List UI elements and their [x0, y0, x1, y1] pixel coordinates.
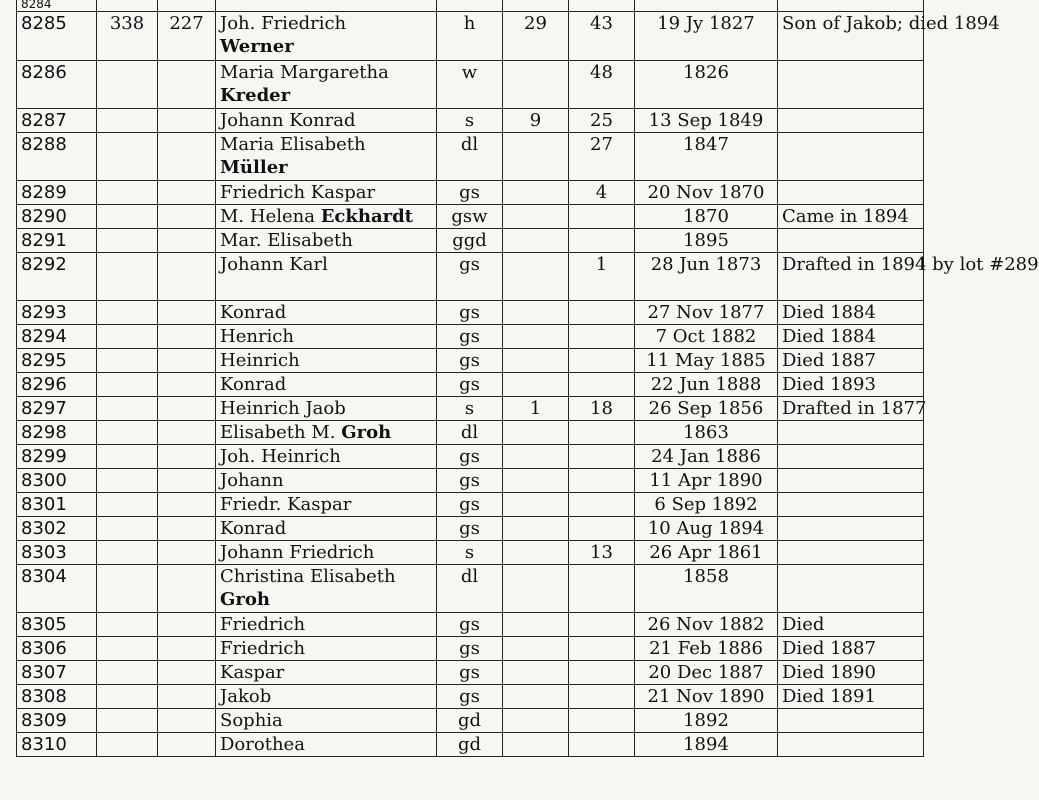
family-number [158, 421, 216, 445]
person-name [216, 325, 437, 349]
age-first [503, 613, 569, 637]
table-row [17, 301, 924, 325]
note [778, 709, 924, 733]
birth-date: 27 Nov 1877 [635, 301, 778, 325]
birth-date: 26 Sep 1856 [635, 397, 778, 421]
birth-date: 7 Oct 1882 [635, 325, 778, 349]
house-number [97, 637, 158, 661]
age-first [503, 133, 569, 181]
note [778, 733, 924, 757]
person-name [216, 61, 437, 109]
person-name [216, 709, 437, 733]
relation: s [437, 541, 503, 565]
given-name: Mar. Elisabeth [220, 230, 353, 251]
family-number [158, 565, 216, 613]
age-second [569, 637, 635, 661]
given-name: Friedrich Kaspar [220, 182, 376, 203]
person-name [216, 517, 437, 541]
age-first [503, 253, 569, 301]
row-id: 8304 [17, 565, 97, 613]
age-second [569, 421, 635, 445]
birth-date: 19 Jy 1827 [635, 12, 778, 61]
given-name: Johann Friedrich [220, 542, 375, 563]
house-number [97, 733, 158, 757]
row-id: 8295 [17, 349, 97, 373]
person-name [216, 565, 437, 613]
person-name [216, 469, 437, 493]
row-id: 8296 [17, 373, 97, 397]
birth-date: 1847 [635, 133, 778, 181]
family-number [158, 133, 216, 181]
table-row [17, 349, 924, 373]
row-id: 8300 [17, 469, 97, 493]
age-second: 4 [569, 181, 635, 205]
house-number: 338 [97, 12, 158, 61]
age-second: 13 [569, 541, 635, 565]
surname: Kreder [220, 85, 291, 106]
given-name: Dorothea [220, 734, 305, 755]
person-name [216, 397, 437, 421]
age-second [569, 205, 635, 229]
person-name [216, 733, 437, 757]
person-name [216, 205, 437, 229]
birth-date: 20 Dec 1887 [635, 661, 778, 685]
note [778, 133, 924, 181]
table-row [17, 61, 924, 109]
birth-date: 1870 [635, 205, 778, 229]
age-first [503, 349, 569, 373]
note [778, 181, 924, 205]
table-row [17, 685, 924, 709]
age-second: 43 [569, 12, 635, 61]
house-number [97, 325, 158, 349]
given-name: Christina Elisabeth [220, 566, 396, 587]
age-second [569, 349, 635, 373]
relation: gs [437, 253, 503, 301]
birth-date: 21 Nov 1890 [635, 685, 778, 709]
family-number [158, 397, 216, 421]
age-second [569, 709, 635, 733]
relation: h [437, 12, 503, 61]
note: Died 1891 [778, 685, 924, 709]
given-name: Henrich [220, 326, 294, 347]
census-table [16, 0, 1039, 757]
relation: dl [437, 133, 503, 181]
birth-date: 1863 [635, 421, 778, 445]
family-number [158, 205, 216, 229]
census-rows [17, 0, 1039, 757]
relation: dl [437, 565, 503, 613]
row-id: 8310 [17, 733, 97, 757]
age-second [569, 733, 635, 757]
age-first [503, 541, 569, 565]
family-number: 227 [158, 12, 216, 61]
table-row [17, 445, 924, 469]
age-first [503, 517, 569, 541]
given-name: Friedrich [220, 638, 306, 659]
age-second [569, 613, 635, 637]
age-first [503, 685, 569, 709]
note: Son of Jakob; died 1894 [778, 12, 924, 61]
age-second [569, 325, 635, 349]
note: Drafted in 1877 [778, 397, 924, 421]
row-id: 8286 [17, 61, 97, 109]
given-name: Jakob [220, 686, 272, 707]
age-first [503, 181, 569, 205]
house-number [97, 301, 158, 325]
note: Died [778, 613, 924, 637]
family-number [158, 541, 216, 565]
relation: w [437, 61, 503, 109]
birth-date: 11 Apr 1890 [635, 469, 778, 493]
house-number [97, 493, 158, 517]
note [778, 229, 924, 253]
note: Came in 1894 [778, 205, 924, 229]
birth-date: 1895 [635, 229, 778, 253]
house-number [97, 421, 158, 445]
age-second [569, 565, 635, 613]
table-row [17, 205, 924, 229]
age-first [503, 493, 569, 517]
given-name: Heinrich Jaob [220, 398, 346, 419]
table-row [17, 421, 924, 445]
age-first [503, 469, 569, 493]
person-name [216, 661, 437, 685]
given-name: Sophia [220, 710, 283, 731]
row-id: 8294 [17, 325, 97, 349]
age-second [569, 517, 635, 541]
table-row [17, 12, 924, 61]
age-second: 48 [569, 61, 635, 109]
age-first: 1 [503, 397, 569, 421]
family-number [158, 733, 216, 757]
house-number [97, 109, 158, 133]
family-number [158, 661, 216, 685]
house-number [97, 565, 158, 613]
row-id: 8285 [17, 12, 97, 61]
row-id: 8284 [17, 0, 97, 12]
house-number [97, 709, 158, 733]
age-second: 27 [569, 133, 635, 181]
surname: Müller [220, 157, 288, 178]
table-row [17, 253, 924, 301]
relation: gs [437, 469, 503, 493]
age-second [569, 373, 635, 397]
row-id: 8287 [17, 109, 97, 133]
house-number [97, 181, 158, 205]
relation: s [437, 109, 503, 133]
family-number [158, 181, 216, 205]
house-number [97, 613, 158, 637]
relation: gs [437, 613, 503, 637]
note: Drafted in 1894 by lot #289 [778, 253, 924, 301]
surname: Werner [220, 36, 294, 57]
birth-date: 21 Feb 1886 [635, 637, 778, 661]
row-id: 8290 [17, 205, 97, 229]
given-name: Johann Karl [220, 254, 328, 275]
note [778, 61, 924, 109]
note [778, 421, 924, 445]
family-number [158, 229, 216, 253]
note [778, 541, 924, 565]
house-number [97, 541, 158, 565]
relation: gsw [437, 205, 503, 229]
table-row [17, 229, 924, 253]
table-row [17, 613, 924, 637]
house-number [97, 205, 158, 229]
given-name: Heinrich [220, 350, 300, 371]
house-number [97, 517, 158, 541]
row-id: 8291 [17, 229, 97, 253]
family-number [158, 373, 216, 397]
row-id: 8293 [17, 301, 97, 325]
age-first [503, 301, 569, 325]
age-second: 25 [569, 109, 635, 133]
row-id: 8288 [17, 133, 97, 181]
birth-date: 6 Sep 1892 [635, 493, 778, 517]
relation: dl [437, 421, 503, 445]
relation: gs [437, 685, 503, 709]
age-second: 1 [569, 253, 635, 301]
family-number [158, 301, 216, 325]
given-name: Friedrich [220, 614, 306, 635]
birth-date: 22 Jun 1888 [635, 373, 778, 397]
relation: gs [437, 325, 503, 349]
note [778, 565, 924, 613]
table-row [17, 373, 924, 397]
age-first [503, 733, 569, 757]
family-number [158, 445, 216, 469]
age-first: 9 [503, 109, 569, 133]
person-name [216, 301, 437, 325]
age-first [503, 565, 569, 613]
row-id: 8305 [17, 613, 97, 637]
age-first [503, 637, 569, 661]
note: Died 1890 [778, 661, 924, 685]
row-id: 8292 [17, 253, 97, 301]
relation: gs [437, 301, 503, 325]
age-first: 29 [503, 12, 569, 61]
relation: gs [437, 445, 503, 469]
table-row [17, 133, 924, 181]
person-name [216, 373, 437, 397]
row-id: 8307 [17, 661, 97, 685]
birth-date: 20 Nov 1870 [635, 181, 778, 205]
note: Died 1884 [778, 301, 924, 325]
family-number [158, 493, 216, 517]
age-first [503, 709, 569, 733]
table-row [17, 325, 924, 349]
birth-date: 13 Sep 1849 [635, 109, 778, 133]
birth-date: 28 Jun 1873 [635, 253, 778, 301]
relation: gs [437, 637, 503, 661]
note: Died 1884 [778, 325, 924, 349]
age-second [569, 661, 635, 685]
house-number [97, 445, 158, 469]
family-number [158, 637, 216, 661]
given-name: Konrad [220, 302, 287, 323]
person-name [216, 253, 437, 301]
house-number [97, 685, 158, 709]
family-number [158, 613, 216, 637]
birth-date: 24 Jan 1886 [635, 445, 778, 469]
birth-date: 1894 [635, 733, 778, 757]
family-number [158, 709, 216, 733]
age-first [503, 421, 569, 445]
relation: gd [437, 733, 503, 757]
house-number [97, 661, 158, 685]
table-row [17, 541, 924, 565]
table-row [17, 565, 924, 613]
relation: s [437, 397, 503, 421]
age-second [569, 445, 635, 469]
relation: gs [437, 349, 503, 373]
note: Died 1887 [778, 349, 924, 373]
age-second [569, 469, 635, 493]
person-name [216, 181, 437, 205]
given-name: Konrad [220, 518, 287, 539]
birth-date: 1892 [635, 709, 778, 733]
given-name: Joh. Heinrich [220, 446, 341, 467]
relation: gs [437, 517, 503, 541]
surname: Groh [341, 422, 392, 443]
person-name [216, 445, 437, 469]
given-name: M. Helena [220, 206, 315, 227]
row-id: 8308 [17, 685, 97, 709]
row-id: 8299 [17, 445, 97, 469]
age-second [569, 229, 635, 253]
given-name: Elisabeth M. [220, 422, 336, 443]
given-name: Kaspar [220, 662, 285, 683]
table-row [17, 709, 924, 733]
age-second: 18 [569, 397, 635, 421]
birth-date: 11 May 1885 [635, 349, 778, 373]
house-number [97, 469, 158, 493]
person-name [216, 349, 437, 373]
person-name [216, 109, 437, 133]
family-number [158, 517, 216, 541]
age-first [503, 61, 569, 109]
person-name [216, 493, 437, 517]
person-name [216, 541, 437, 565]
age-first [503, 445, 569, 469]
given-name: Friedr. Kaspar [220, 494, 352, 515]
person-name [216, 421, 437, 445]
age-second [569, 685, 635, 709]
person-name [216, 613, 437, 637]
age-first [503, 229, 569, 253]
table-row [17, 661, 924, 685]
birth-date: 1826 [635, 61, 778, 109]
table-row [17, 469, 924, 493]
family-number [158, 109, 216, 133]
row-id: 8306 [17, 637, 97, 661]
table-row [17, 637, 924, 661]
surname: Eckhardt [320, 206, 413, 227]
row-id: 8302 [17, 517, 97, 541]
house-number [97, 253, 158, 301]
relation: gd [437, 709, 503, 733]
row-id: 8297 [17, 397, 97, 421]
house-number [97, 373, 158, 397]
given-name: Joh. Friedrich [220, 13, 347, 34]
house-number [97, 61, 158, 109]
row-id: 8298 [17, 421, 97, 445]
person-name [216, 12, 437, 61]
birth-date: 10 Aug 1894 [635, 517, 778, 541]
relation: gs [437, 181, 503, 205]
row-id: 8301 [17, 493, 97, 517]
person-name [216, 229, 437, 253]
table-row [17, 181, 924, 205]
table-row [17, 109, 924, 133]
table-row [17, 733, 924, 757]
age-first [503, 661, 569, 685]
relation: gs [437, 493, 503, 517]
person-name [216, 685, 437, 709]
family-number [158, 325, 216, 349]
note [778, 109, 924, 133]
age-first [503, 205, 569, 229]
age-first [503, 373, 569, 397]
table-row [17, 493, 924, 517]
note: Died 1887 [778, 637, 924, 661]
person-name [216, 637, 437, 661]
given-name: Maria Elisabeth [220, 134, 366, 155]
family-number [158, 61, 216, 109]
row-id: 8309 [17, 709, 97, 733]
row-id: 8289 [17, 181, 97, 205]
given-name: Maria Margaretha [220, 62, 389, 83]
given-name: Johann Konrad [220, 110, 356, 131]
family-number [158, 349, 216, 373]
table-row [17, 397, 924, 421]
age-second [569, 493, 635, 517]
note [778, 493, 924, 517]
person-name [216, 133, 437, 181]
birth-date: 1858 [635, 565, 778, 613]
family-number [158, 685, 216, 709]
table-row-partial [17, 0, 924, 12]
family-number [158, 469, 216, 493]
relation: ggd [437, 229, 503, 253]
note [778, 469, 924, 493]
given-name: Johann [220, 470, 284, 491]
note: Died 1893 [778, 373, 924, 397]
relation: gs [437, 373, 503, 397]
relation: gs [437, 661, 503, 685]
age-second [569, 301, 635, 325]
surname: Groh [220, 589, 270, 610]
birth-date: 26 Nov 1882 [635, 613, 778, 637]
table-row [17, 517, 924, 541]
note [778, 517, 924, 541]
house-number [97, 397, 158, 421]
house-number [97, 229, 158, 253]
note [778, 445, 924, 469]
age-first [503, 325, 569, 349]
house-number [97, 349, 158, 373]
row-id: 8303 [17, 541, 97, 565]
house-number [97, 133, 158, 181]
birth-date: 26 Apr 1861 [635, 541, 778, 565]
given-name: Konrad [220, 374, 287, 395]
family-number [158, 253, 216, 301]
